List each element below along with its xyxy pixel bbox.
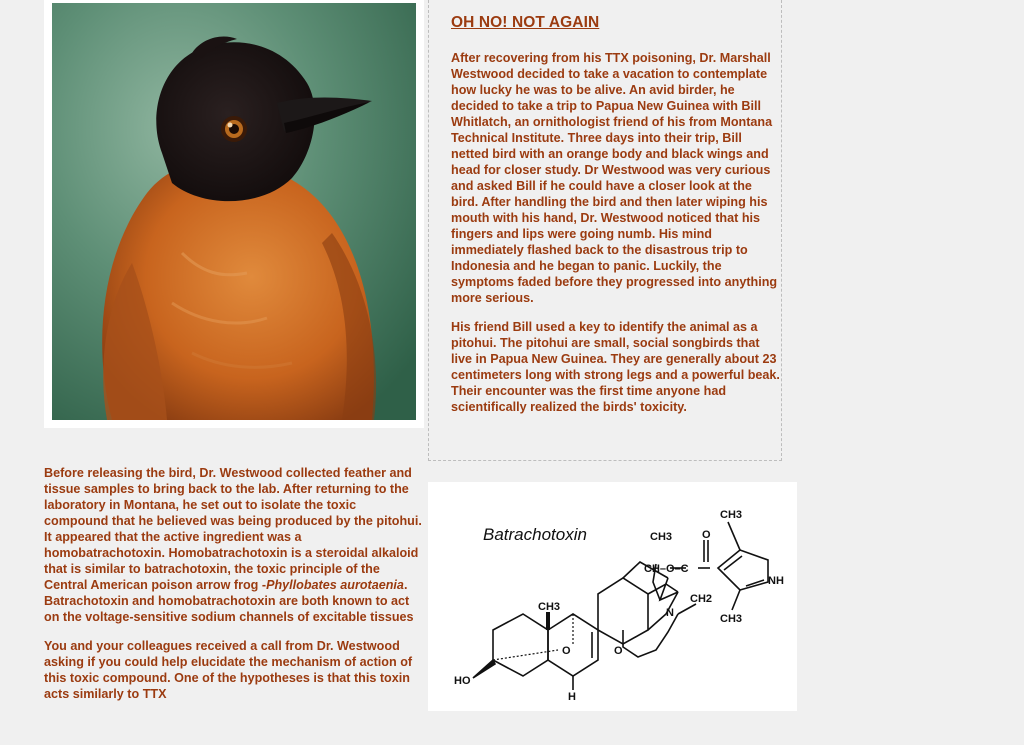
left-paragraph-1 [44,465,422,625]
species-name: Phyllobates aurotaenia [266,578,404,592]
structure-bonds [473,522,768,690]
label-ch3-ester: CH3 [650,531,673,543]
story-paragraph-2: His friend Bill used a key to identify the animal as a pitohui. The pitohui are small, social songbirds that live in Papua New Guinea. They are generally about 23 centimeters long with strong legs and a powerful beak. Their encounter was the first time anyone had scientifically realized the birds' toxicity. [451,320,780,414]
label-ch3-top-right: CH3 [720,509,743,521]
left-paragraph-1-end: . Batrachotoxin and homobatrachotoxin are both known to act on the voltage-sensitive sodium channels of excitable tissues [44,578,414,624]
label-ester: CH–O–C [644,563,689,575]
left-text-block [44,465,422,715]
label-o-ring-2: O [614,645,623,657]
label-carbonyl-o: O [702,529,711,541]
story-title: OH NO! NOT AGAIN [451,14,600,31]
label-ch2: CH2 [690,593,713,605]
label-nh: NH [768,575,784,587]
label-h: H [568,691,576,703]
label-n: N [666,607,674,619]
label-ch3-pyrrole-bottom: CH3 [720,613,743,625]
pitohui-bird-image [52,3,416,420]
batrachotoxin-structure-diagram [428,482,797,711]
photo-frame [44,0,424,428]
left-paragraph-2: You and your colleagues received a call from Dr. Westwood asking if you could help elucidate the mechanism of action of this toxic compound. One of the hypotheses is that this toxin acts similarly to TTX [44,639,413,701]
story-body [451,50,781,428]
label-ch3-ring: CH3 [538,601,561,613]
label-o-ring-1: O [562,645,571,657]
structure-name: Batrachotoxin [483,525,587,544]
story-panel [428,0,782,461]
left-paragraph-1-start: Before releasing the bird, Dr. Westwood collected feather and tissue samples to bring back to the lab. After returning to the laboratory in Montana, he set out to isolate the toxic compound that he believed was being produced by the pitohui. It appeared that the active ingredient was a homobatrachotoxin. Homobatrachotoxin is a steroidal alkaloid that is similar to batrachotoxin, the toxic principle of the Central American poison arrow frog - [44,466,422,592]
story-paragraph-1: After recovering from his TTX poisoning, Dr. Marshall Westwood decided to take a vacation to contemplate how lucky he was to be alive. An avid birder, he decided to take a trip to Papua New Guinea with Bill Whitlatch, an ornithologist friend of his from Montana Technical Institute. Three days into their trip, Bill netted bird with an orange body and black wings and head for closer study. Dr Westwood was very curious and asked Bill if he could have a closer look at the bird. After handling the bird and then later wiping his mouth with his hand, Dr. Westwood noticed that his fingers and lips were going numb. His mind immediately flashed back to the disastrous trip to Indonesia and he began to panic. Luckily, the symptoms faded before they progressed into anything more serious. [451,51,778,305]
label-ho: HO [454,675,471,687]
